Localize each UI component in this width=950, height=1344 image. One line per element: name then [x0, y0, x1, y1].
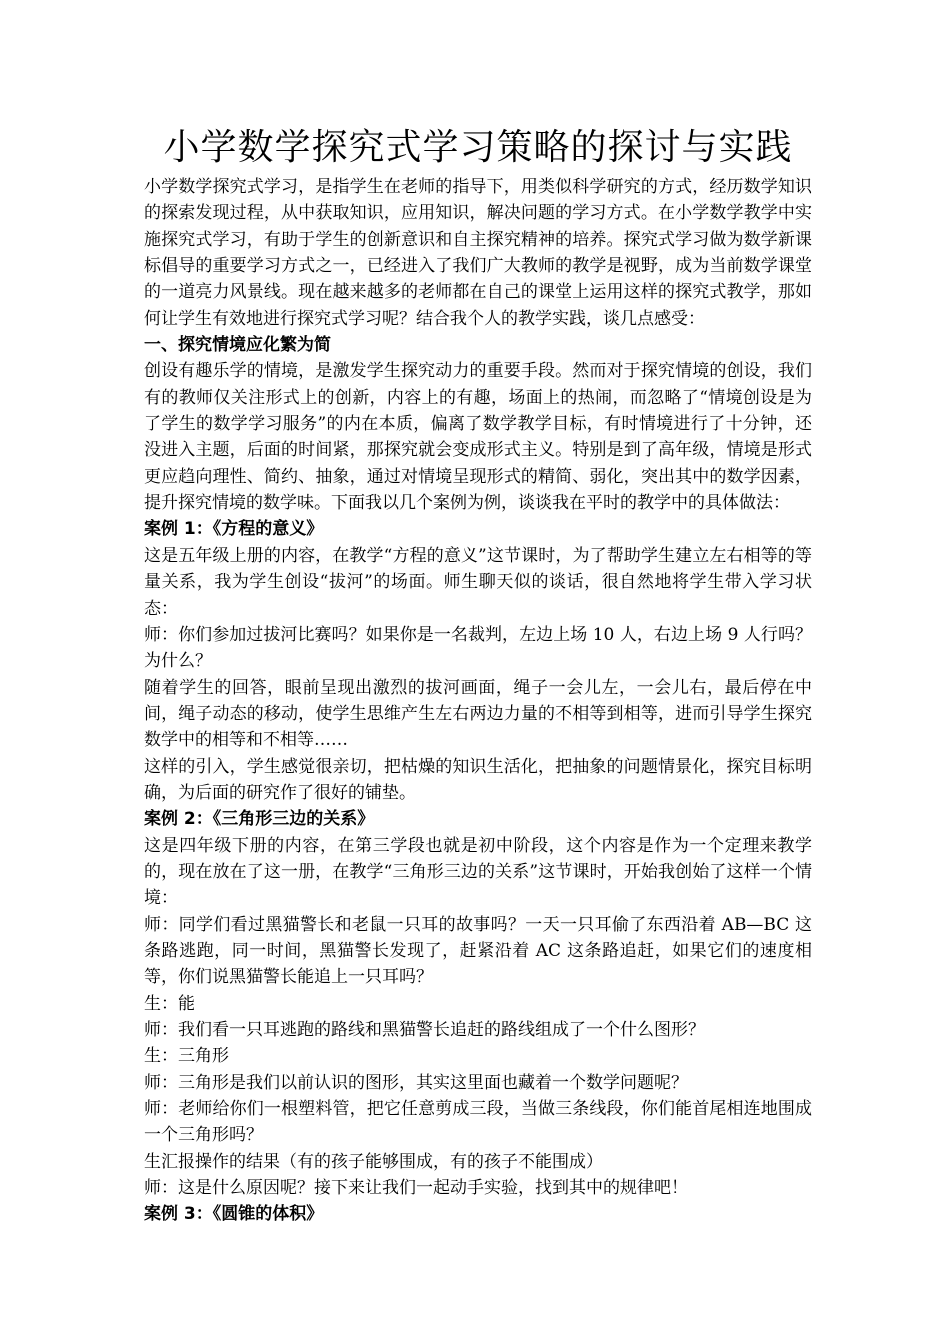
section-heading: 一、探究情境应化繁为简 — [144, 335, 331, 356]
body-paragraph: 这是五年级上册的内容，在教学“方程的意义”这节课时，为了帮助学生建立左右相等的等量关系，我为学生创设“拔河”的场面。师生聊天似的谈话，很自然地将学生带入学习状态： — [144, 545, 812, 619]
body-paragraph: 师：你们参加过拔河比赛吗？如果你是一名裁判，左边上场 10 人，右边上场 9 人行吗？为什么？ — [144, 624, 812, 672]
body-paragraph: 师：我们看一只耳逃跑的路线和黑猫警长追赶的路线组成了一个什么图形？ — [144, 1020, 705, 1040]
body-paragraph: 这样的引入，学生感觉很亲切，把枯燥的知识生活化，把抽象的问题情景化，探究目标明确，为后面的研究作了很好的铺垫。 — [144, 756, 812, 803]
body-paragraph: 创设有趣乐学的情境，是激发学生探究动力的重要手段。然而对于探究情境的创设，我们有的教师仅关注形式上的创新，内容上的有趣，场面上的热闹，而忽略了“情境创设是为了学生的数学学习服务”的内在本质，偏离了数学教学目标，有时情境进行了十分钟，还没进入主题，后面的时间紧，那探究就会变成形式主义。特别是到了高年级，情境是形式更应趋向理性、简约、抽象，通过对情境呈现形式的精简、弱化，突出其中的数学因素，提升探究情境的数学味。下面我以几个案例为例，谈谈我在平时的教学中的具体做法： — [144, 361, 812, 514]
body-paragraph: 生汇报操作的结果（有的孩子能够围成，有的孩子不能围成） — [144, 1151, 603, 1172]
body-paragraph: 这是四年级下册的内容，在第三学段也就是初中阶段，这个内容是作为一个定理来教学的，现在放在了这一册，在教学“三角形三边的关系”这节课时，开始我创始了这样一个情境： — [144, 835, 812, 909]
section-heading: 案例 1：《方程的意义》 — [144, 519, 324, 540]
body-paragraph: 师：这是什么原因呢？接下来让我们一起动手实验，找到其中的规律吧！ — [144, 1178, 688, 1199]
body-paragraph: 小学数学探究式学习，是指学生在老师的指导下，用类似科学研究的方式，经历数学知识的探索发现过程，从中获取知识，应用知识，解决问题的学习方式。在小学数学教学中实施探究式学习，有助于学生的创新意识和自主探究精神的培养。探究式学习做为数学新课标倡导的重要学习方式之一，已经进入了我们广大教师的教学是视野，成为当前数学课堂的一道亮力风景线。现在越来越多的老师都在自己的课堂上运用这样的探究式教学，那如何让学生有效地进行探究式学习呢？结合我个人的教学实践，谈几点感受： — [144, 177, 812, 329]
body-paragraph: 生：三角形 — [144, 1046, 229, 1067]
body-paragraph: 随着学生的回答，眼前呈现出激烈的拔河画面，绳子一会儿左，一会儿右，最后停在中间，绳子动态的移动，使学生思维产生左右两边力量的不相等到相等，进而引导学生探究数学中的相等和不相等…… — [144, 677, 812, 751]
section-heading: 案例 2：《三角形三边的关系》 — [144, 809, 375, 830]
body-paragraph: 生：能 — [144, 993, 195, 1014]
body-paragraph: 师：同学们看过黑猫警长和老鼠一只耳的故事吗？一天一只耳偷了东西沿着 AB—BC 这条路逃跑，同一时间，黑猫警长发现了，赶紧沿着 AC 这条路追赶，如果它们的速度相等，你们说黑猫警长能追上一只耳吗？ — [144, 914, 812, 988]
body-paragraph: 师：三角形是我们以前认识的图形，其实这里面也藏着一个数学问题呢？ — [144, 1072, 688, 1093]
document-body — [144, 174, 812, 1228]
section-heading: 案例 3：《圆锥的体积》 — [144, 1204, 324, 1225]
body-paragraph: 师：老师给你们一根塑料管，把它任意剪成三段，当做三条线段，你们能首尾相连地围成一个三角形吗？ — [144, 1099, 812, 1146]
document-page — [144, 122, 812, 1228]
document-title: 小学数学探究式学习策略的探讨与实践 — [163, 127, 793, 168]
